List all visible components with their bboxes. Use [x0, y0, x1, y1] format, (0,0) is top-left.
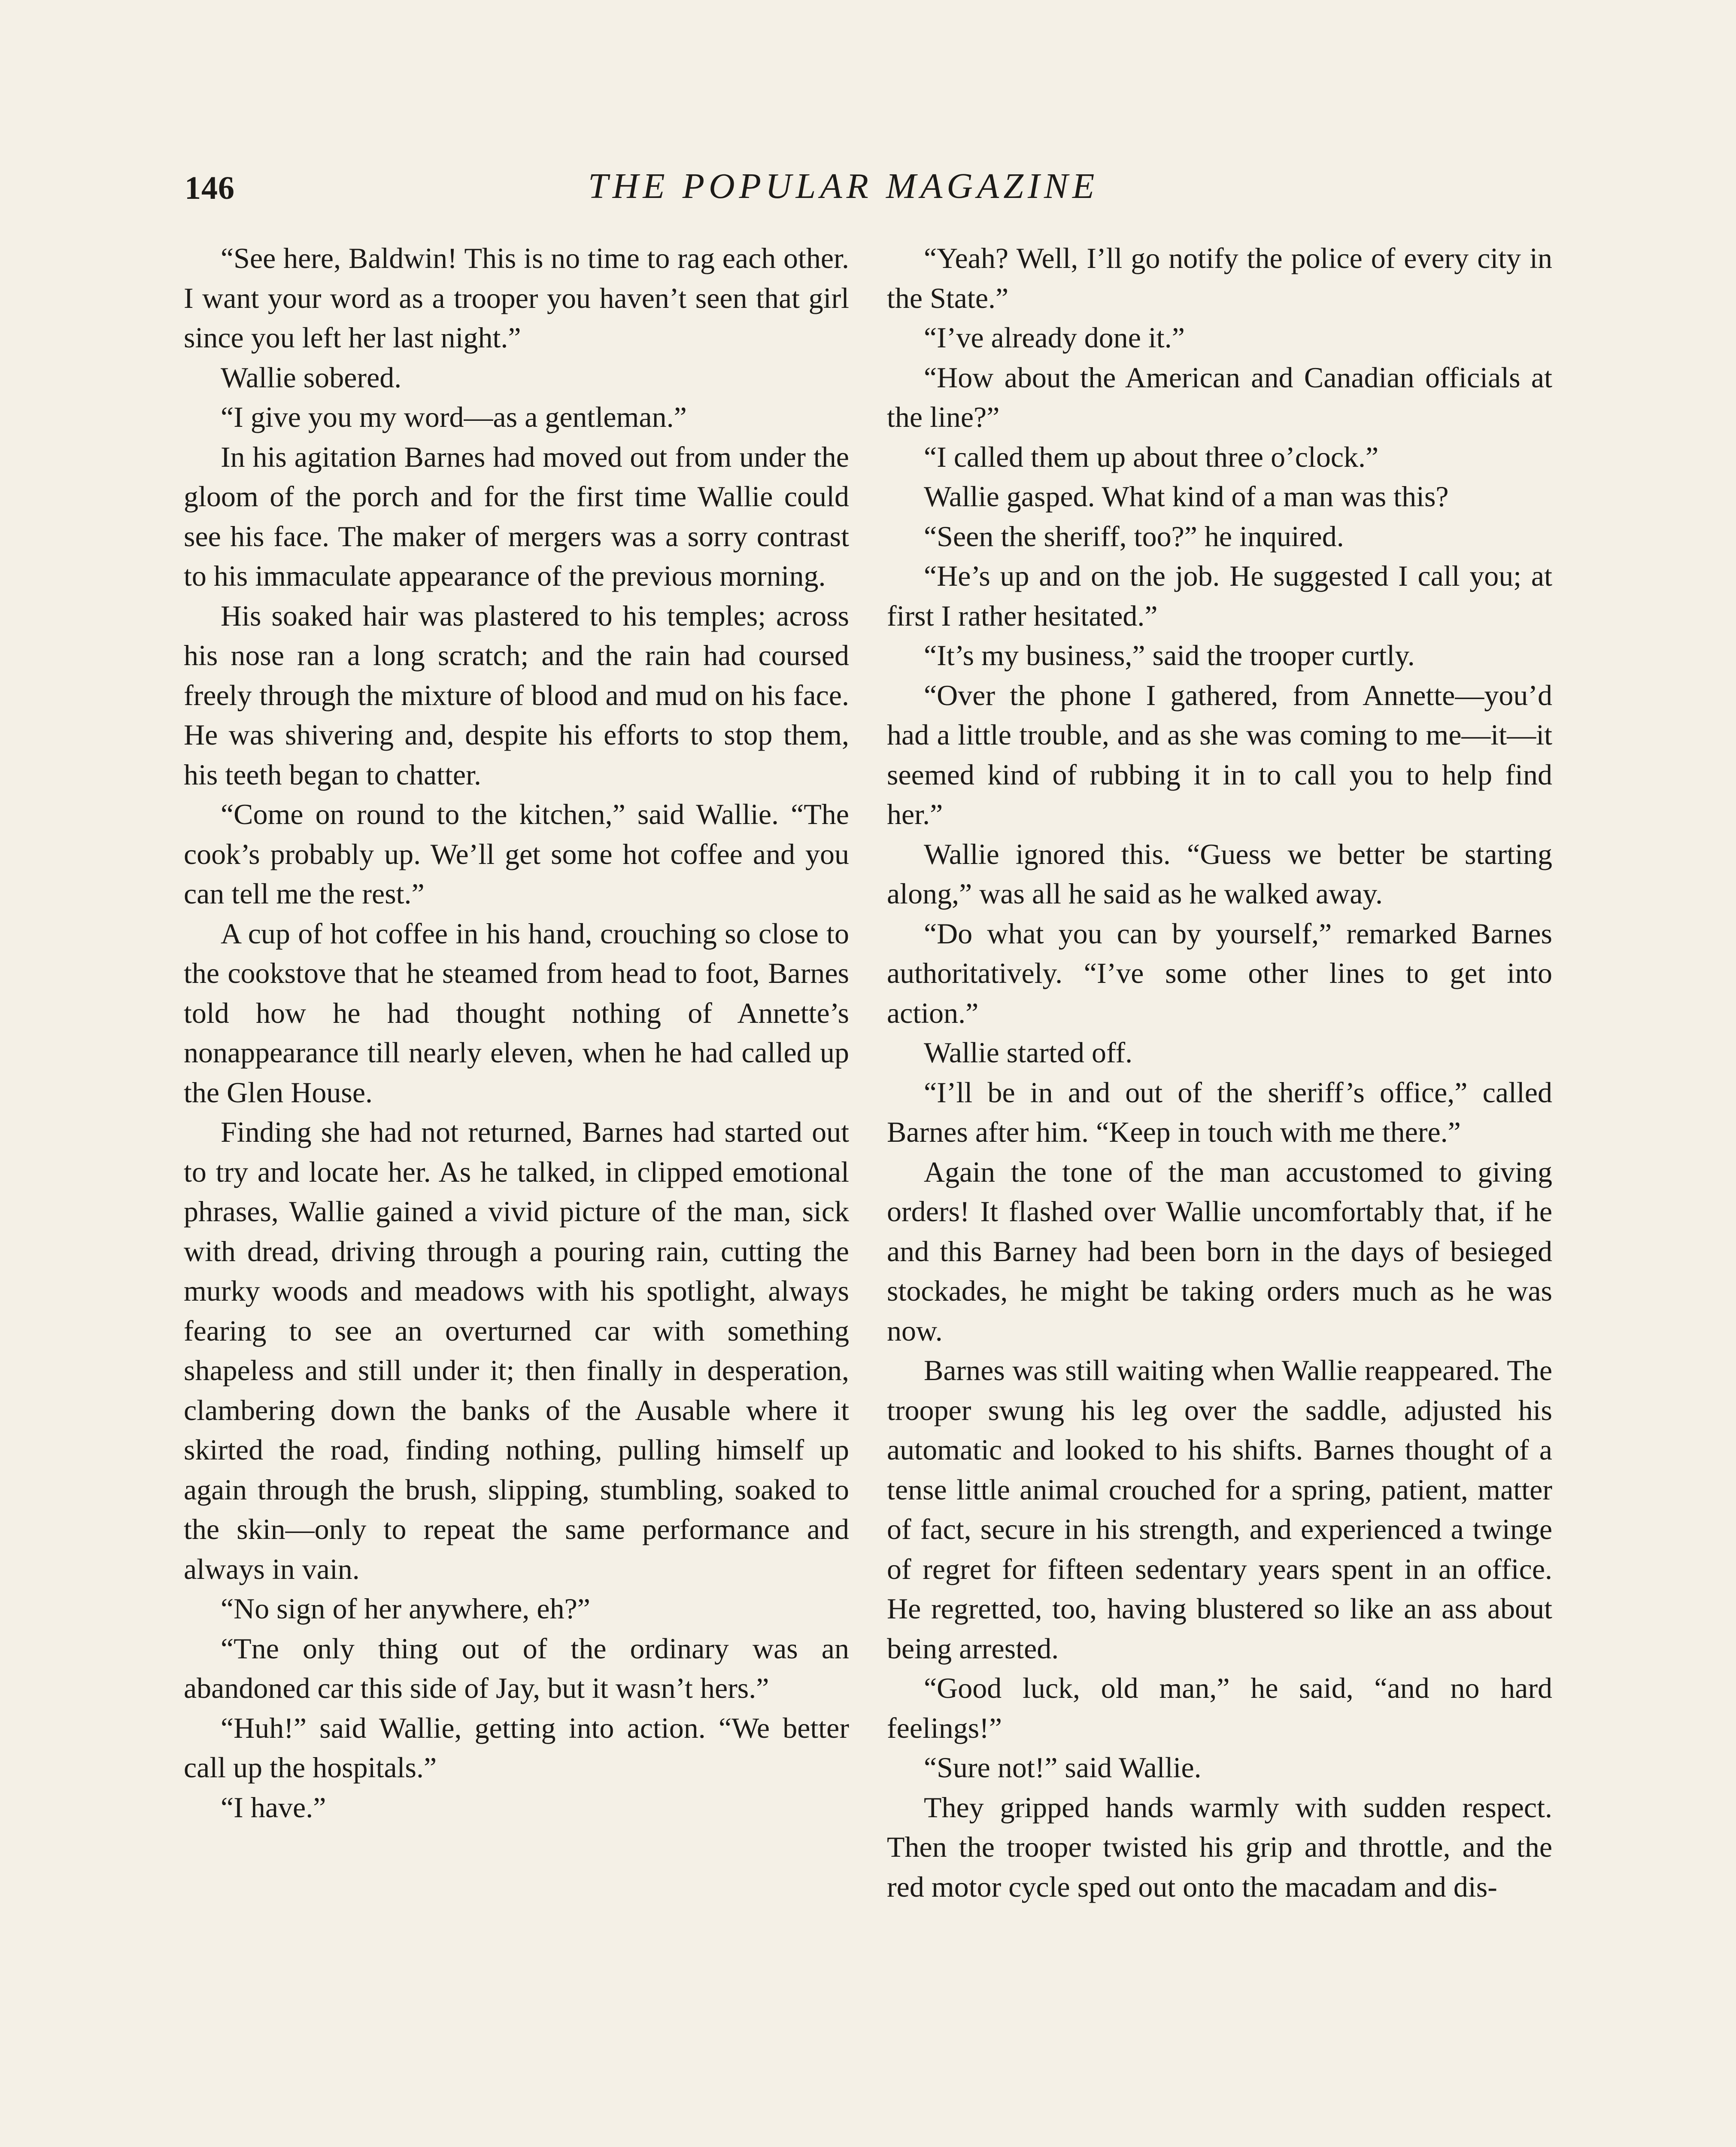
paragraph: “It’s my business,” said the trooper curtly.	[924, 639, 1415, 672]
paragraph: Barnes was still waiting when Wallie reappeared. The trooper swung his leg over the saddle, adjusted his automatic and looked to his shifts. Barnes thought of a tense little animal crouched for a spring, patient, matter of fact, secure in his strength, and experienced a twinge of regret for fifteen sedentary years spent in an office. He regretted, too, having blustered so like an ass about being arrested.	[887, 1354, 1552, 1665]
paragraph: “How about the American and Canadian officials at the line?”	[887, 361, 1552, 433]
paragraph: They gripped hands warmly with sudden respect. Then the trooper twisted his grip and throttle, and the red motor cycle sped out onto the macadam and dis-	[887, 1791, 1552, 1903]
paragraph: “Good luck, old man,” he said, “and no hard feelings!”	[887, 1672, 1552, 1744]
paragraph: Again the tone of the man accustomed to giving orders! It flashed over Wallie uncomfortably that, if he and this Barney had been born in the days of besieged stockades, he might be taking orders much as he was now.	[887, 1155, 1552, 1347]
paragraph: “Yeah? Well, I’ll go notify the police of every city in the State.”	[887, 242, 1552, 314]
running-head: THE POPULAR MAGAZINE	[588, 166, 1099, 206]
paragraph: “Tne only thing out of the ordinary was an abandoned car this side of Jay, but it wasn’t hers.”	[184, 1632, 849, 1704]
paragraph: A cup of hot coffee in his hand, crouching so close to the cookstove that he steamed from head to foot, Barnes told how he had thought nothing of Annette’s nonappearance till nearly eleven, when he had called up the Glen House.	[184, 917, 849, 1109]
paragraph: In his agitation Barnes had moved out from under the gloom of the porch and for the first time Wallie could see his face. The maker of mergers was a sorry contrast to his immaculate appearance of the previous morning.	[184, 440, 849, 592]
paragraph: “He’s up and on the job. He suggested I call you; at first I rather hesitated.”	[887, 560, 1552, 632]
paragraph: “Sure not!” said Wallie.	[924, 1751, 1202, 1784]
paragraph: “No sign of her anywhere, eh?”	[221, 1592, 590, 1625]
paragraph: “Over the phone I gathered, from Annette—you’d had a little trouble, and as she was coming to me—it—it seemed kind of rubbing it in to call you to help find her.”	[887, 678, 1552, 830]
paragraph: Wallie gasped. What kind of a man was this?	[924, 480, 1449, 513]
paragraph: “I give you my word—as a gentleman.”	[221, 401, 687, 433]
paragraph: “I’ll be in and out of the sheriff’s office,” called Barnes after him. “Keep in touch with me there.”	[887, 1076, 1552, 1148]
left-text-column	[184, 238, 849, 1827]
paragraph: “I called them up about three o’clock.”	[924, 440, 1379, 473]
paragraph: “Come on round to the kitchen,” said Wallie. “The cook’s probably up. We’ll get some hot coffee and you can tell me the rest.”	[184, 798, 849, 910]
paragraph: “Do what you can by yourself,” remarked Barnes authoritatively. “I’ve some other lines to get into action.”	[887, 917, 1552, 1029]
paragraph: “I have.”	[221, 1791, 326, 1824]
paragraph: “See here, Baldwin! This is no time to rag each other. I want your word as a trooper you haven’t seen that girl since you left her last night.”	[184, 242, 849, 354]
paragraph: Finding she had not returned, Barnes had started out to try and locate her. As he talked, in clipped emotional phrases, Wallie gained a vivid picture of the man, sick with dread, driving through a pouring rain, cutting the murky woods and meadows with his spotlight, always fearing to see an overturned car with something shapeless and still under it; then finally in desperation, clambering down the banks of the Ausable where it skirted the road, finding nothing, pulling himself up again through the brush, slipping, stumbling, soaked to the skin—only to repeat the same performance and always in vain.	[184, 1116, 849, 1585]
right-text-column	[887, 238, 1552, 1907]
paragraph: His soaked hair was plastered to his temples; across his nose ran a long scratch; and the rain had coursed freely through the mixture of blood and mud on his face. He was shivering and, despite his efforts to stop them, his teeth began to chatter.	[184, 599, 849, 791]
paragraph: Wallie ignored this. “Guess we better be starting along,” was all he said as he walked away.	[887, 837, 1552, 910]
paragraph: “I’ve already done it.”	[924, 321, 1185, 354]
paragraph: Wallie sobered.	[221, 361, 402, 394]
page-number: 146	[185, 170, 235, 206]
paragraph: “Seen the sheriff, too?” he inquired.	[924, 520, 1344, 553]
paragraph: Wallie started off.	[924, 1036, 1133, 1069]
paragraph: “Huh!” said Wallie, getting into action. “We better call up the hospitals.”	[184, 1711, 849, 1784]
